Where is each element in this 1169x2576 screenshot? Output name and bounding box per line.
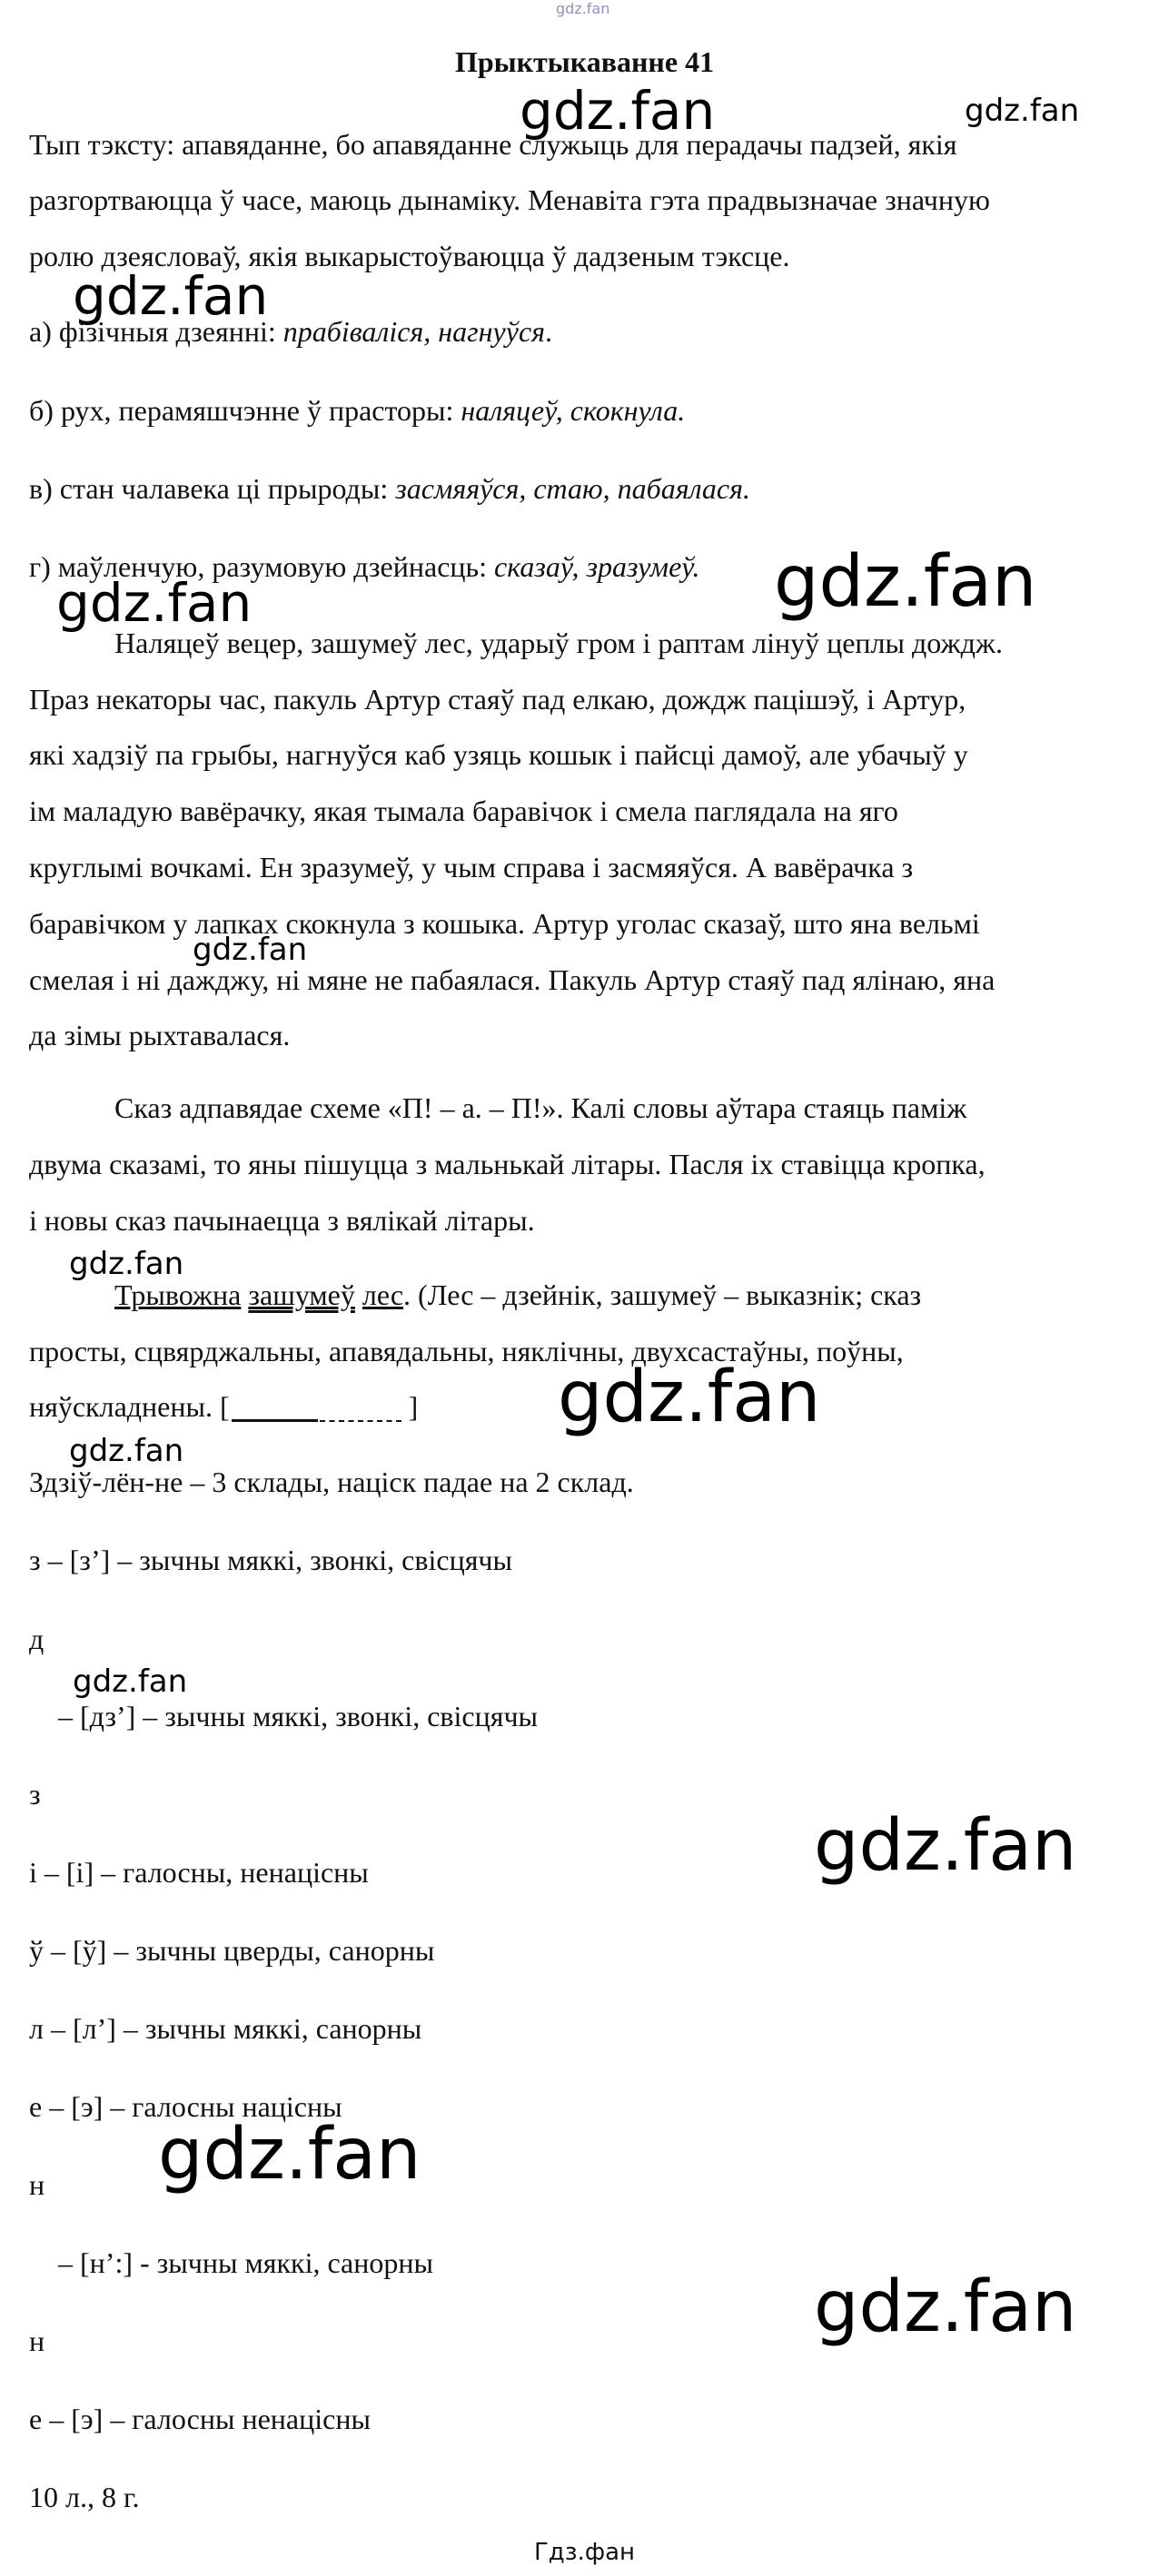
list-label: г) маўленчую, разумовую дзейнасць: [29, 550, 495, 583]
watermark: gdz.fan [965, 93, 1080, 129]
text-line: і новы сказ пачынаецца з вялікай літары. [29, 1204, 535, 1237]
scheme-subject-line [232, 1397, 318, 1422]
analysis-text: . (Лес – дзейнік, зашумеў – выказнік; сказ [403, 1278, 922, 1311]
watermark: gdz.fan [774, 541, 1037, 623]
text-line: смелая і ні дажджу, ні мяне не пабаялася. Пакуль Артур стаяў пад ялінаю, яна [29, 963, 996, 996]
watermark: gdz.fan [56, 572, 253, 634]
top-watermark: gdz.fan [556, 0, 610, 17]
text-line: Праз некаторы час, пакуль Артур стаяў пад елкаю, дождж пацішэў, і Артур, [29, 683, 966, 716]
watermark: gdz.fan [558, 1357, 821, 1438]
scheme-line [29, 1388, 418, 1425]
text-line: ролю дзеясловаў, якія выкарыстоўваюцца ў дадзеным тэксце. [29, 240, 790, 272]
analysis-text: няўскладнены. [ [29, 1390, 230, 1423]
text-line: двума сказамі, то яны пішуцца з мальнькай літары. Пасля іх ставіцца кропка, [29, 1148, 986, 1180]
list-item-a [29, 313, 552, 350]
list-example: засмяяўся, стаю, пабаялася. [395, 472, 750, 505]
text-line: да зімы рыхтавалася. [29, 1019, 291, 1051]
phonetic-row: н [29, 2324, 45, 2357]
text-line: круглымі вочкамі. Ен зразумеў, у чым справа і засмяяўся. А вавёрачка з [29, 851, 914, 883]
phonetic-row: е – [э] – галосны націсны [29, 2090, 342, 2123]
text-line: які хадзіў па грыбы, нагнуўся каб узяць кошык і пайсці дамоў, але убачыў у [29, 738, 968, 771]
phonetic-row: – [н’:] - зычны мяккі, санорны [58, 2246, 433, 2279]
analysis-word: зашумеў [248, 1278, 355, 1311]
phonetic-row: л – [л’] – зычны мяккі, санорны [29, 2012, 422, 2045]
sentence-analysis-line [114, 1277, 921, 1313]
list-label: а) фізічныя дзеянні: [29, 315, 283, 348]
list-example: прабіваліся, нагнуўся [282, 315, 546, 348]
list-example: сказаў, зразумеў. [494, 550, 700, 583]
page-footer: Гдз.фан [533, 2539, 636, 2566]
text-line: баравічком у лапках скокнула з кошыка. Артур уголас сказаў, што яна вельмі [29, 907, 980, 940]
text-line: ім маладую вавёрачку, якая тымала баравічок і смела паглядала на яго [29, 795, 898, 827]
text-line: разгортваюцца ў часе, маюць дынаміку. Менавіта гэта прадвызначае значную [29, 183, 990, 216]
analysis-text: ] [408, 1390, 419, 1423]
text-line: Сказ адпавядае схеме «П! – а. – П!». Калі словы аўтара стаяць паміж [114, 1091, 967, 1124]
page-title: Прыктыкаванне 41 [454, 45, 715, 78]
analysis-word: лес [362, 1278, 404, 1311]
watermark: gdz.fan [69, 1246, 184, 1282]
phonetic-row: е – [э] – галосны ненацісны [29, 2403, 371, 2435]
watermark: gdz.fan [158, 2114, 421, 2196]
phonetic-header: Здзіў-лён-не – 3 склады, націск падае на 2 склад. [29, 1466, 634, 1498]
phonetic-row: – [дз’] – зычны мяккі, звонкі, свісцячы [58, 1700, 539, 1732]
watermark: gdz.fan [73, 265, 269, 327]
phonetic-row: і – [і] – галосны, ненацісны [29, 1856, 369, 1889]
watermark: gdz.fan [814, 2266, 1077, 2348]
scheme-predicate-line [320, 1398, 401, 1422]
phonetic-row: з [29, 1778, 41, 1811]
phonetic-total: 10 л., 8 г. [29, 2481, 140, 2513]
watermark: gdz.fan [520, 80, 716, 142]
text-line: Тып тэксту: апавяданне, бо апавяданне служыць для перадачы падзей, якія [29, 128, 957, 161]
text-line: просты, сцвярджальны, апавядальны, няклічны, двухсастаўны, поўны, [29, 1335, 904, 1367]
watermark: gdz.fan [69, 1433, 184, 1469]
phonetic-row: н [29, 2168, 45, 2201]
list-example: наляцеў, скокнула. [461, 394, 686, 427]
phonetic-row: ў – [ў] – зычны цверды, санорны [29, 1934, 435, 1967]
list-item-c [29, 470, 750, 507]
list-item-b [29, 392, 685, 429]
list-item-d [29, 548, 699, 585]
list-label: б) рух, перамяшчэнне ў прасторы: [29, 394, 461, 427]
phonetic-row: з – [з’] – зычны мяккі, звонкі, свісцячы [29, 1544, 512, 1576]
list-end: . [545, 315, 553, 348]
watermark: gdz.fan [193, 932, 308, 968]
phonetic-row: д [29, 1623, 45, 1655]
text-line: Наляцеў вецер, зашумеў лес, ударыў гром і раптам лінуў цеплы дождж. [114, 627, 1003, 659]
analysis-word: Трывожна [114, 1278, 242, 1311]
watermark: gdz.fan [73, 1663, 188, 1700]
list-label: в) стан чалавека ці прыроды: [29, 472, 396, 505]
watermark: gdz.fan [814, 1805, 1077, 1887]
